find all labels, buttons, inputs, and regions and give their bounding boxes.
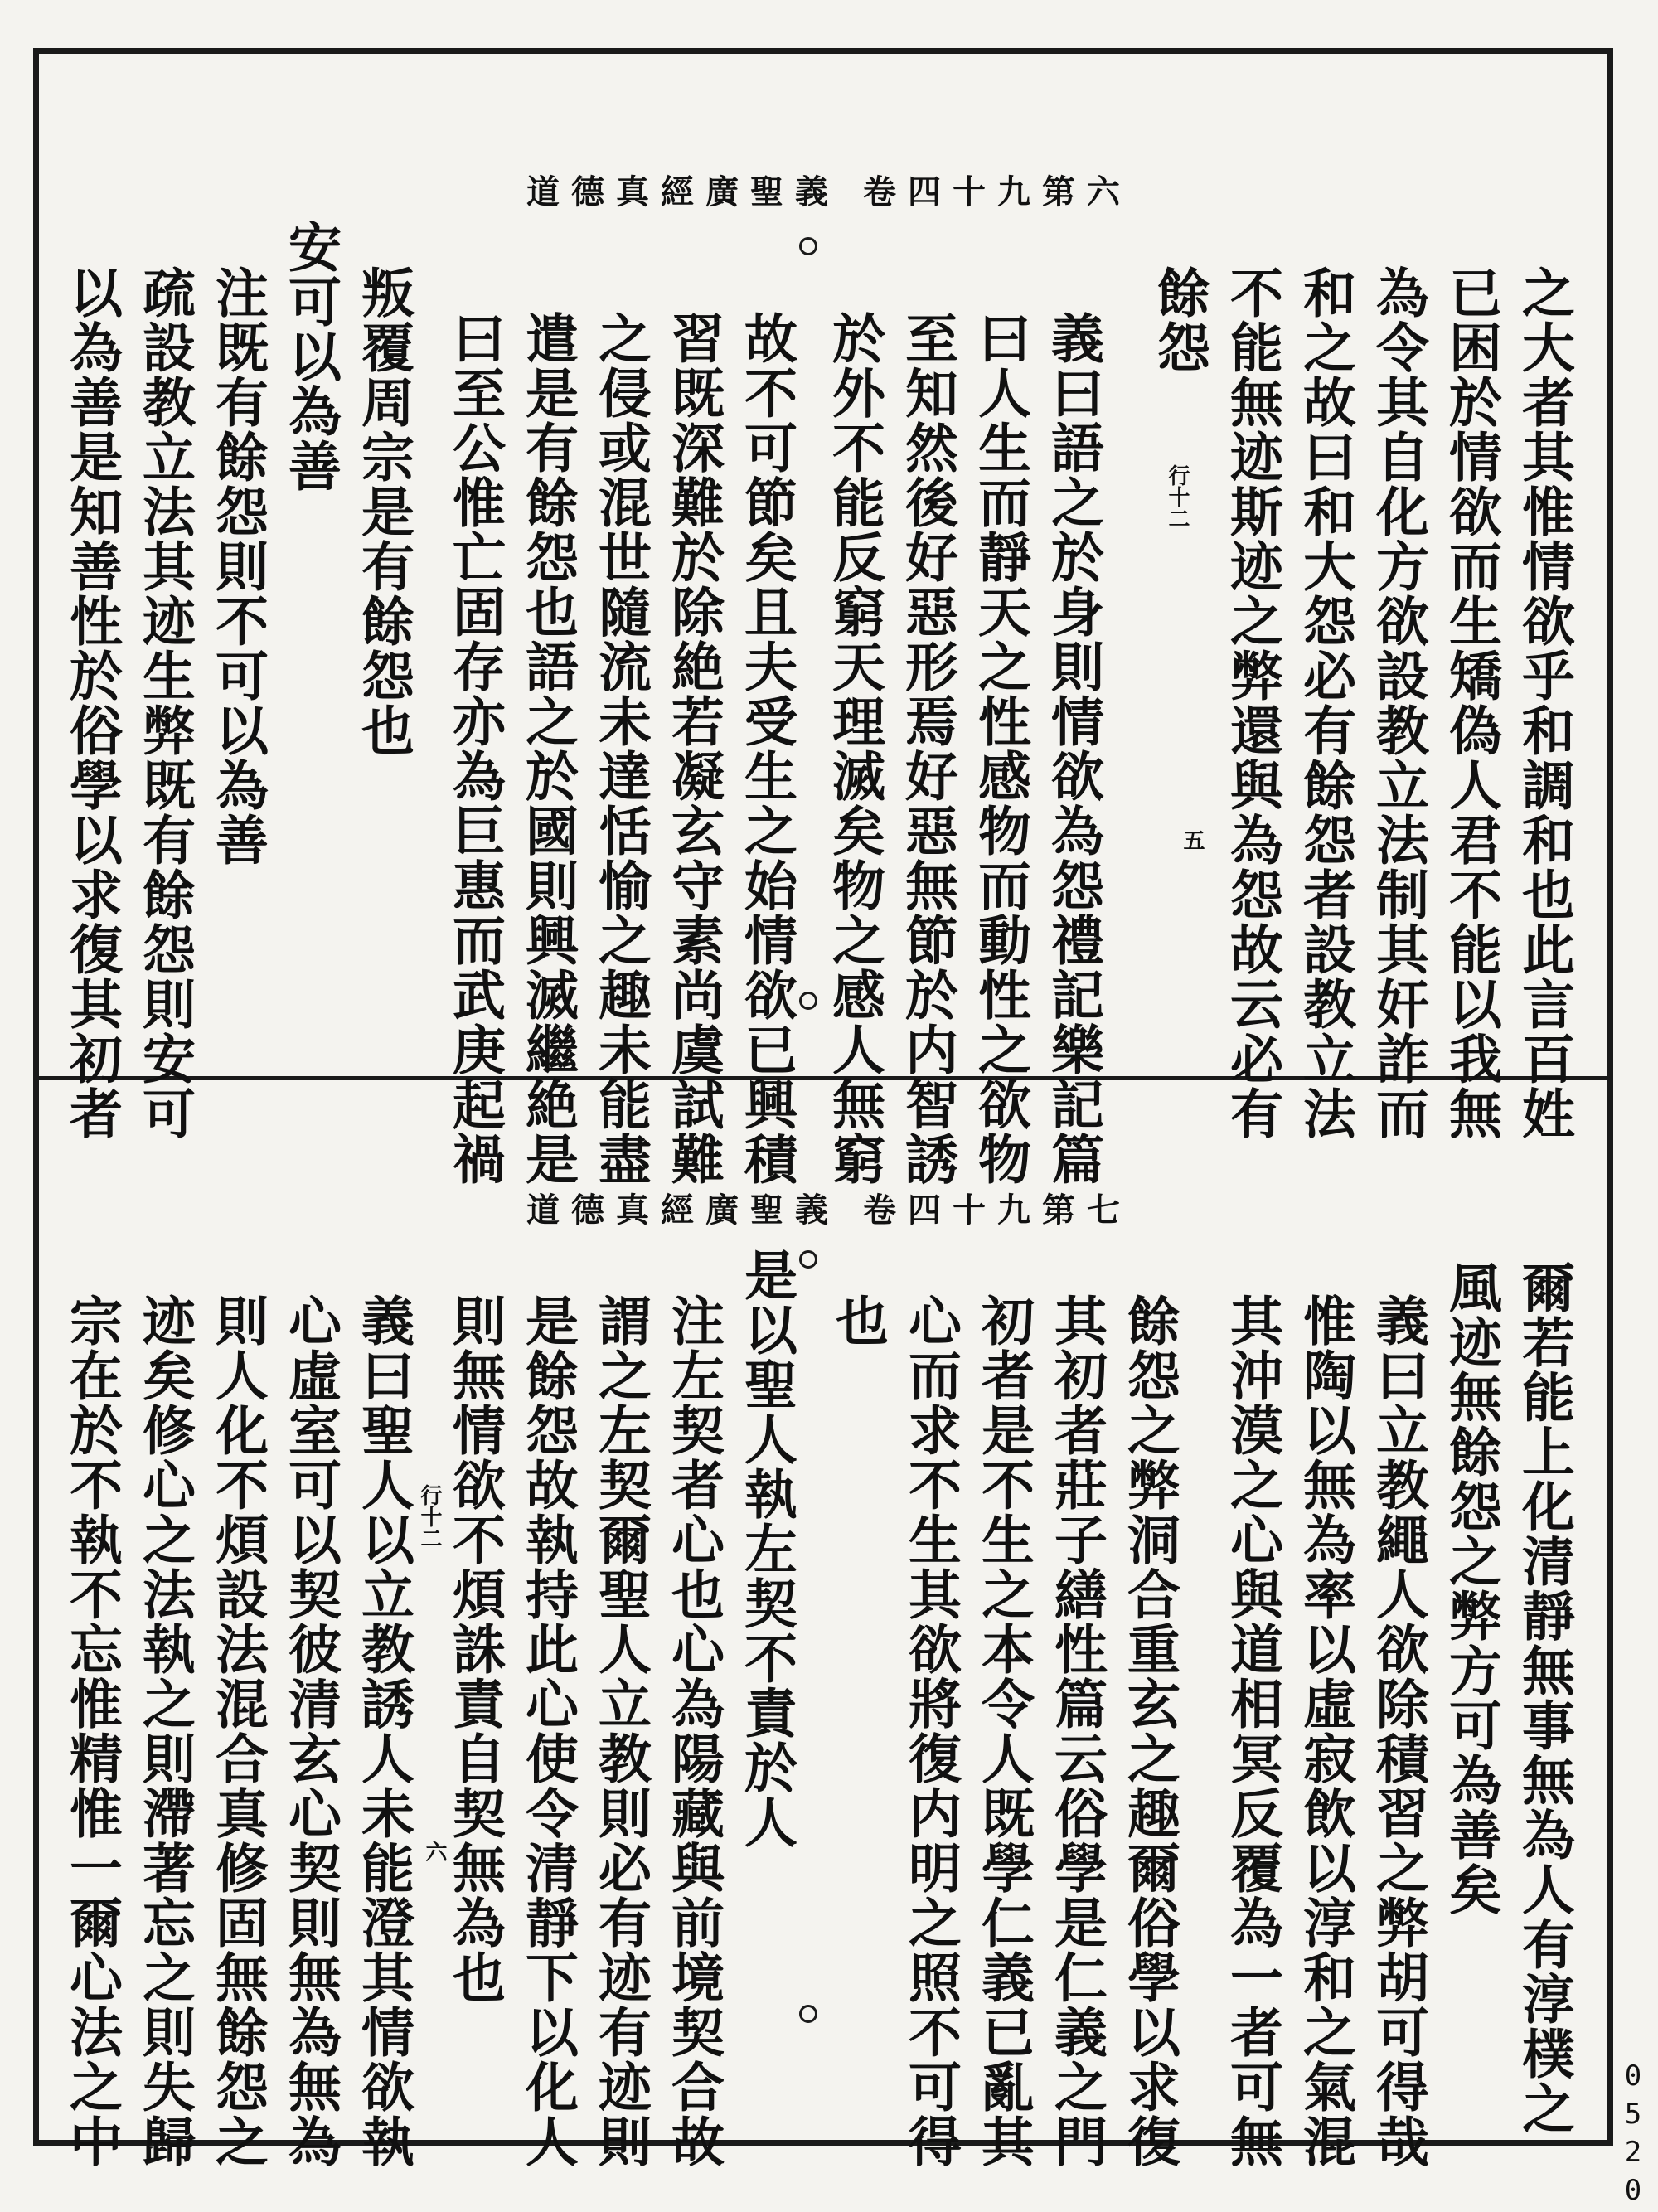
- bottom-col-8: 初者是不生之本令人既學仁義已亂其: [972, 1293, 1035, 2169]
- bottom-col-19: 迹矣修心之法執之則滯著忘之則失歸: [133, 1293, 196, 2169]
- top-col-20: 以為善是知善性於俗學以求復其初者: [61, 265, 123, 1141]
- bottom-col-18: 則人化不煩設法混合真修固無餘怨之: [206, 1293, 269, 2169]
- top-col-2: 已困於情欲而生矯偽人君不能以我無: [1440, 265, 1502, 1141]
- page-number: 0520: [1617, 2059, 1650, 2212]
- bottom-col-20: 宗在於不執不忘惟精惟一爾心法之中: [61, 1293, 123, 2169]
- top-col-18: 注既有餘怨則不可以為善: [206, 265, 269, 867]
- top-col-16: 叛覆周宗是有餘怨也: [352, 265, 414, 758]
- bottom-col-13: 謂之左契爾聖人立教則必有迹有迹則: [589, 1293, 652, 2169]
- top-col-11: 故不可節矣且夫受生之始情欲已興積: [735, 311, 797, 1186]
- bottom-col-16: 義曰聖人以立教誘人未能澄其情欲執: [352, 1293, 414, 2169]
- bottom-page-header: 道德真經廣聖義 卷四十九第七: [526, 1191, 1132, 1230]
- top-margin-note-number: 五: [1180, 829, 1205, 851]
- top-col-6: 餘怨: [1148, 265, 1210, 375]
- top-col-17: 安可以為善: [279, 220, 342, 493]
- bottom-col-10: 也: [827, 1293, 889, 1348]
- bottom-col-4: 惟陶以無為率以虛寂飲以淳和之氣混: [1294, 1293, 1356, 2169]
- top-col-4: 和之故曰和大怨必有餘怨者設教立法: [1294, 265, 1356, 1141]
- bottom-col-14: 是餘怨故執持此心使令清靜下以化人: [516, 1293, 579, 2169]
- bottom-col-12: 注左契者心也心為陽藏與前境契合故: [662, 1293, 725, 2169]
- top-col-5: 不能無迹斯迹之弊還與為怨故云必有: [1221, 265, 1283, 1141]
- bottom-col-7: 其初者莊子繕性篇云俗學是仁義之門: [1045, 1293, 1108, 2169]
- bottom-col-9: 心而求不生其欲將復内明之照不可得: [899, 1293, 962, 2169]
- top-circle-mark-2: [799, 992, 817, 1010]
- top-page-header: 道德真經廣聖義 卷四十九第六: [526, 172, 1132, 211]
- bottom-col-1: 爾若能上化清靜無事無為人有淳樸之: [1513, 1260, 1575, 2136]
- top-circle-mark-1: [799, 237, 817, 255]
- top-col-7: 義曰語之於身則情欲為怨禮記樂記篇: [1042, 311, 1104, 1186]
- top-col-1: 之大者其惟情欲乎和調和也此言百姓: [1513, 265, 1575, 1141]
- bottom-col-11: 是以聖人執左契不責於人: [735, 1248, 797, 1850]
- top-col-9: 至知然後好惡形焉好惡無節於内智誘: [896, 311, 958, 1186]
- top-col-3: 為令其自化方欲設教立法制其奸詐而: [1367, 265, 1429, 1141]
- top-col-10: 於外不能反窮天理滅矣物之感人無窮: [823, 311, 885, 1186]
- bottom-col-15: 則無情欲不煩誅責自契無為也: [444, 1293, 506, 2005]
- top-col-12: 習既深難於除絶若凝玄守素尚虞試難: [662, 311, 725, 1186]
- bottom-margin-note-number: 六: [422, 1841, 447, 1862]
- top-col-19: 疏設教立法其迹生弊既有餘怨則安可: [133, 265, 196, 1141]
- bottom-col-17: 心虛室可以契彼清玄心契則無為無為: [279, 1293, 342, 2169]
- bottom-circle-mark-1: [799, 1250, 817, 1269]
- top-col-8: 曰人生而靜天之性感物而動性之欲物: [969, 311, 1031, 1186]
- bottom-circle-mark-2: [799, 2005, 817, 2023]
- top-col-15: 曰至公惟亡固存亦為巨惠而武庚起禍: [444, 311, 506, 1186]
- bottom-col-2: 風迹無餘怨之弊方可為善矣: [1440, 1260, 1502, 1917]
- top-col-14: 遣是有餘怨也語之於國則興滅繼絶是: [516, 311, 579, 1186]
- bottom-col-3: 義曰立教繩人欲除積習之弊胡可得哉: [1367, 1293, 1429, 2169]
- top-margin-note-line: 行十二: [1165, 464, 1190, 529]
- bottom-col-5: 其沖漠之心與道相冥反覆為一者可無: [1221, 1293, 1283, 2169]
- bottom-margin-note-line: 行十二: [417, 1484, 442, 1549]
- top-col-13: 之侵或混世隨流未達恬愉之趣未能盡: [589, 311, 652, 1186]
- bottom-col-6: 餘怨之弊洞合重玄之趣爾俗學以求復: [1118, 1293, 1180, 2169]
